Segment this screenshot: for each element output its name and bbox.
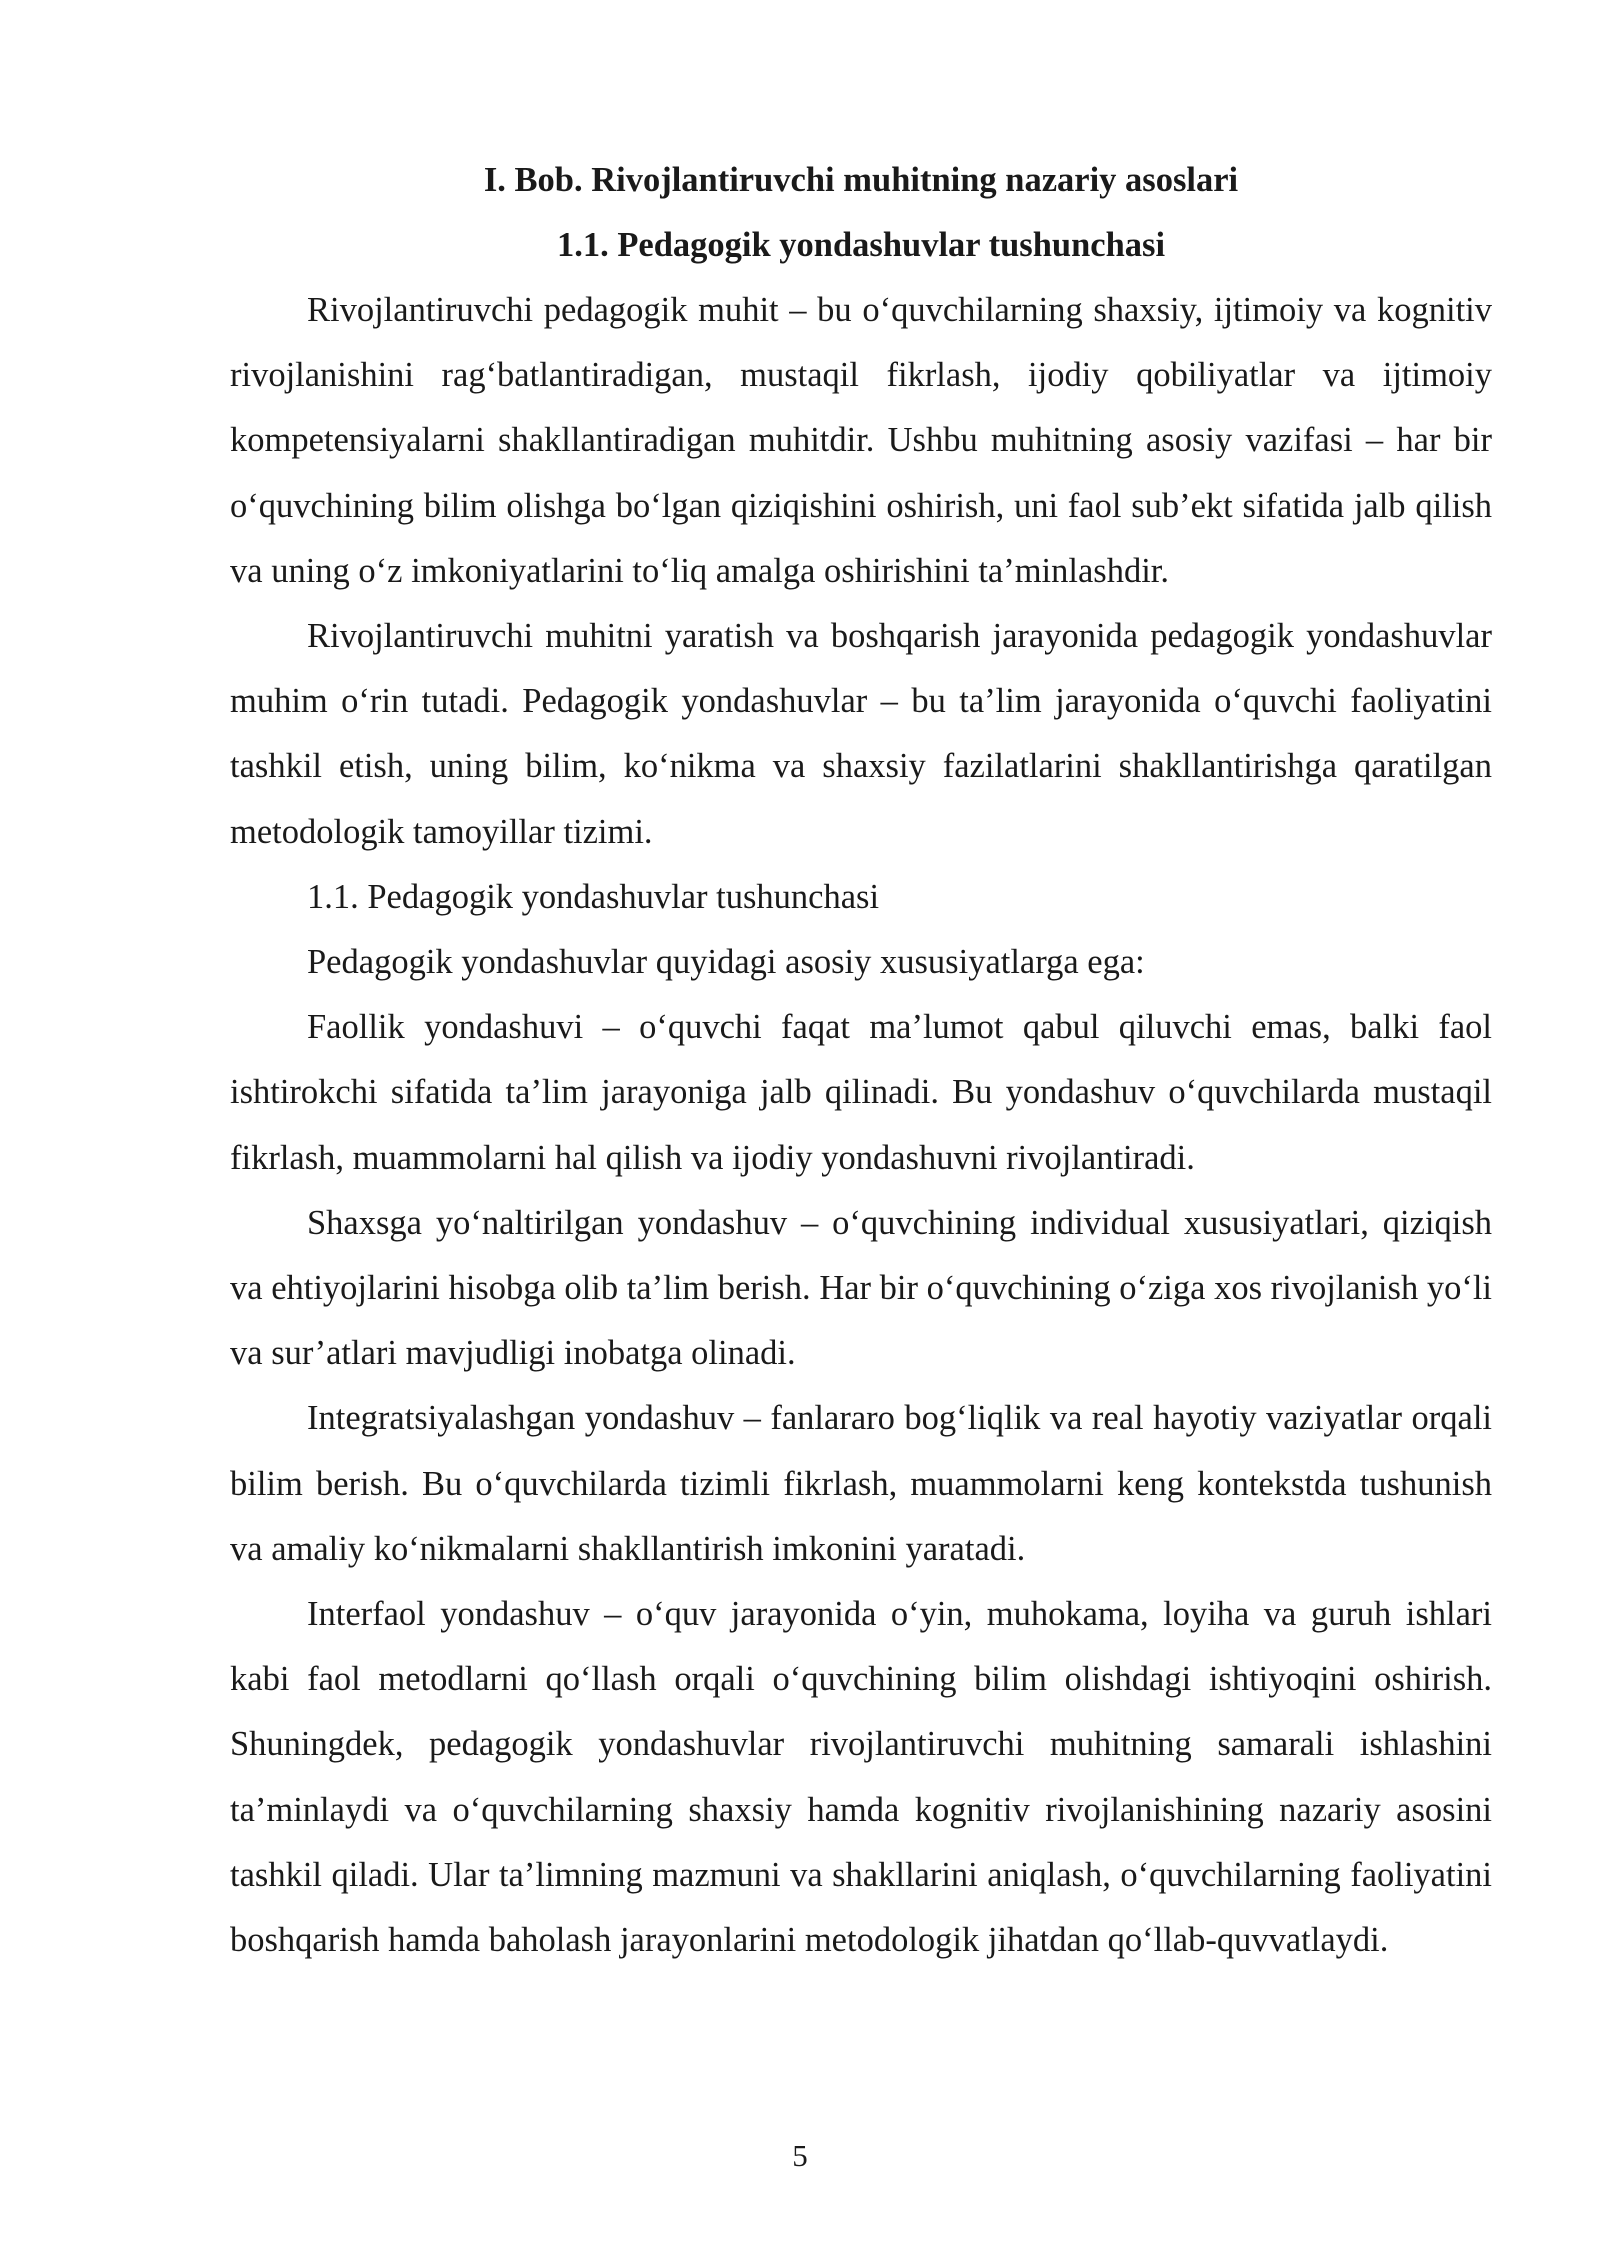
- section-title: 1.1. Pedagogik yondashuvlar tushunchasi: [556, 226, 1166, 264]
- paragraph-intro: Rivojlantiruvchi pedagogik muhit – bu o‘quvchilarning shaxsiy, ijtimoiy va kognitiv rivojlanishini rag‘batlantiradigan, mustaqil fikrlash, ijodiy qobiliyatlar va ijtimoiy kompetensiyalarni shakllantiradigan muhitdir. Ushbu muhitning asosiy vazifasi – har bir o‘quvchining bilim olishga bo‘lgan qiziqishini oshirish, uni faol sub’ekt sifatida jalb qilish va uning o‘z imkoniyatlarini to‘liq amalga oshirishini ta’minlashdir.: [230, 291, 1492, 590]
- paragraph-person-oriented-approach: Shaxsga yo‘naltirilgan yondashuv – o‘quvchining individual xususiyatlari, qiziqish va ehtiyojlarini hisobga olib ta’lim berish. Har bir o‘quvchining o‘ziga xos rivojlanish yo‘li va sur’atlari mavjudligi inobatga olinadi.: [230, 1203, 1492, 1373]
- paragraph-features-intro: Pedagogik yondashuvlar quyidagi asosiy xususiyatlarga ega:: [307, 943, 1145, 982]
- chapter-title: I. Bob. Rivojlantiruvchi muhitning nazariy asoslari: [483, 161, 1239, 199]
- paragraph-interactive-approach: Interfaol yondashuv – o‘quv jarayonida o‘yin, muhokama, loyiha va guruh ishlari kabi faol metodlarni qo‘llash orqali o‘quvchining bilim olishdagi ishtiyoqini oshirish. Shuningdek, pedagogik yondashuvlar rivojlantiruvchi muhitning samarali ishlashini ta’minlaydi va o‘quvchilarning shaxsiy hamda kognitiv rivojlanishining nazariy asosini tashkil qiladi. Ular ta’limning mazmuni va shakllarini aniqlash, o‘quvchilarning faoliyatini boshqarish hamda baholash jarayonlarini metodologik jihatdan qo‘llab-quvvatlaydi.: [230, 1595, 1492, 1960]
- paragraph-integrated-approach: Integratsiyalashgan yondashuv – fanlararo bog‘liqlik va real hayotiy vaziyatlar orqali bilim berish. Bu o‘quvchilarda tizimli fikrlash, muammolarni keng kontekstda tushunish va amaliy ko‘nikmalarni shakllantirish imkonini yaratadi.: [230, 1399, 1492, 1568]
- paragraph-subheading-repeat: 1.1. Pedagogik yondashuvlar tushunchasi: [307, 877, 880, 916]
- page-content: [230, 148, 1492, 1973]
- page-number: 5: [792, 2138, 808, 2173]
- paragraph-activity-approach: Faollik yondashuvi – o‘quvchi faqat ma’lumot qabul qiluvchi emas, balki faol ishtirokchi sifatida ta’lim jarayoniga jalb qilinadi. Bu yondashuv o‘quvchilarda mustaqil fikrlash, muammolarni hal qilish va ijodiy yondashuvni rivojlantiradi.: [230, 1008, 1492, 1177]
- paragraph-approaches-role: Rivojlantiruvchi muhitni yaratish va boshqarish jarayonida pedagogik yondashuvlar muhim o‘rin tutadi. Pedagogik yondashuvlar – bu ta’lim jarayonida o‘quvchi faoliyatini tashkil etish, uning bilim, ko‘nikma va shaxsiy fazilatlarini shakllantirishga qaratilgan metodologik tamoyillar tizimi.: [230, 617, 1492, 851]
